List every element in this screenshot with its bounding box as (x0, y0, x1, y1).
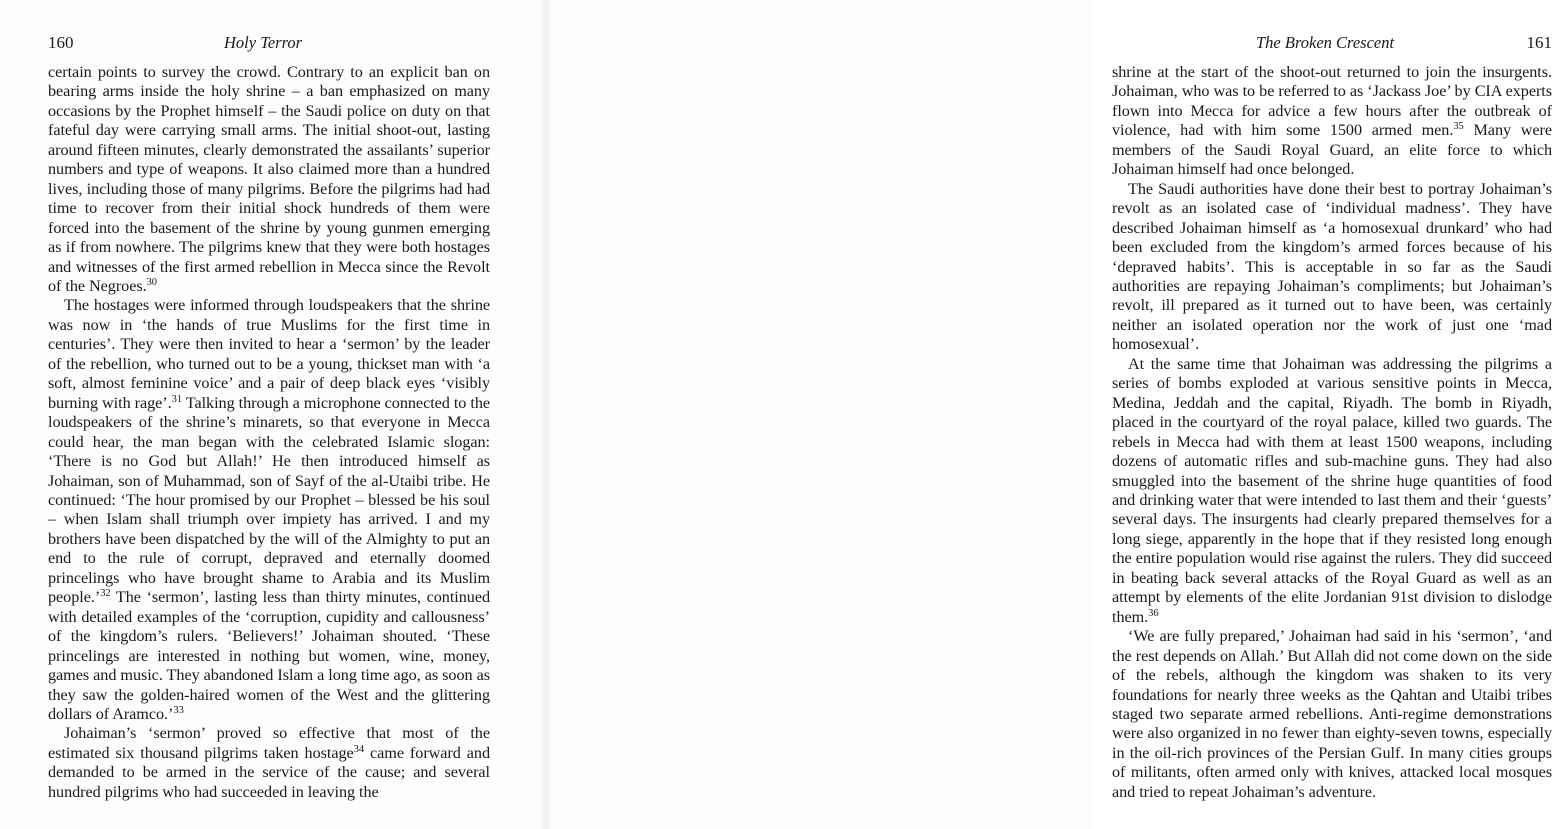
paragraph-text: The hostages were informed through loudspeakers that the shrine was now in ‘the hands of true Muslims for the first time in centuries’. They were then invited to hear a ‘sermon’ by the leader of the rebellion, who turned out to be a young, thickset man with ‘a soft, almost feminine voice’ and a pair of deep black eyes ‘visibly burning with rage’. (48, 296, 490, 412)
paragraph-text: The ‘sermon’, lasting less than thirty minutes, continued with detailed examples of the ‘corruption, cupidity and callousness’ of the kingdom’s rulers. ‘Believers!’ Johaiman shouted. ‘These princelings are interested in nothing but women, wine, money, games and music. They abandoned Islam a long time ago, as soon as they saw the golden-haired women of the West and the glittering dollars of Aramco.’ (48, 588, 490, 723)
paragraph-text: came forward and demanded to be armed in the service of the cause; and several hundred pilgrims who had succeeded in leaving the (48, 743, 490, 801)
paragraph-text: Many were members of the Saudi Royal Guard, an elite force to which Johaiman himself had once belonged. (1112, 121, 1552, 179)
paragraph-text: ‘We are fully prepared,’ Johaiman had said in his ‘sermon’, ‘and the rest depends on Allah.’ But Allah did not come down on the side of the rebels, although the kingdom was shaken to its very foundations for nearly three weeks as the Qahtan and Utaibi tribes staged two separate armed rebellions. Anti-regime demonstrations were also organized in no fewer than eighty-seven towns, especially in the oil-rich provinces of the Persian Gulf. In many cities groups of militants, often armed only with knives, attacked local mosques and tried to repeat Johaiman’s adventure. (1112, 627, 1552, 801)
paragraph-text: Talking through a microphone connected to the loudspeakers of the shrine’s minarets, so that everyone in Mecca could hear, the man began with the celebrated Islamic slogan: ‘There is no God but Allah!’ He then introduced himself as Johaiman, son of Muhammad, son of Sayf of the al-Utaibi tribe. He continued: ‘The hour promised by our Prophet – blessed be his soul – when Islam shall triumph over impiety has arrived. I and my brothers have been dispatched by the will of the Almighty to put an end to the rule of corrupt, depraved and eternally doomed princelings who have brought shame to Arabia and its Muslim people.’ (48, 393, 490, 607)
paragraph-text: Johaiman’s ‘sermon’ proved so effective that most of the estimated six thousand pilgrims taken hostage (48, 724, 490, 762)
paragraph-text: The Saudi authorities have done their best to portray Johaiman’s revolt as an isolated case of ‘individual madness’. They have described Johaiman himself as ‘a homosexual drunkard’ who had been excluded from the kingdom’s armed forces because of his ‘depraved habits’. This is acceptable in so far as the Saudi authorities are repaying Johaiman’s compliments; but Johaiman’s revolt, ill prepared as it turned out to have been, was certainly neither an isolated operation nor the work of just one ‘mad homosexual’. (1112, 179, 1552, 354)
footnote-marker: 35 (1453, 121, 1464, 133)
body-text-right (1112, 63, 1552, 802)
paragraph-text: certain points to survey the crowd. Contrary to an explicit ban on bearing arms inside the holy shrine – a ban emphasized on many occasions by the Prophet himself – the Saudi police on duty on that fateful day were carrying small arms. The initial shoot-out, lasting around fifteen minutes, clearly demonstrated the assailants’ superior numbers and type of weapons. It also claimed more than a hundred lives, including those of many pilgrims. Before the pilgrims had had time to recover from their initial shock hundreds of them were forced into the basement of the shrine by young gunmen emerging as if from nowhere. The pilgrims knew that they were both hostages and witnesses of the first armed rebellion in Mecca since the Revolt of the Negroes. (48, 63, 490, 295)
page-number-right: 161 (1526, 33, 1552, 52)
left-page (0, 0, 546, 829)
running-title-left: Holy Terror (224, 33, 303, 52)
paragraph (48, 296, 490, 724)
footnote-marker: 31 (171, 393, 183, 405)
page-number-left: 160 (48, 33, 74, 52)
paragraph (1112, 63, 1552, 180)
footnote-marker: 32 (100, 588, 111, 600)
footnote-marker: 36 (1148, 607, 1159, 619)
footnote-marker: 30 (146, 276, 157, 288)
running-head-right (1112, 33, 1552, 55)
running-title-right: The Broken Crescent (1256, 33, 1395, 52)
paragraph (1112, 180, 1552, 355)
running-head-left (48, 33, 490, 55)
right-page (546, 0, 1552, 829)
paragraph (48, 63, 490, 296)
paragraph (48, 724, 490, 802)
paragraph-text: At the same time that Johaiman was addressing the pilgrims a series of bombs exploded at various sensitive points in Mecca, Medina, Jeddah and the capital, Riyadh. The bomb in Riyadh, placed in the courtyard of the royal palace, killed two guards. The rebels in Mecca had with them at least 1500 weapons, including dozens of automatic rifles and sub-machine guns. They had also smuggled into the basement of the shrine huge quantities of food and drinking water that were intended to last them and their ‘guests’ several days. The insurgents had clearly prepared themselves for a long siege, apparently in the hope that if they resisted long enough the entire population would rise against the rulers. They did succeed in beating back several attacks of the Royal Guard as well as an attempt by elements of the elite Jordanian 91st division to dislodge them. (1112, 354, 1552, 626)
footnote-marker: 34 (353, 743, 365, 755)
body-text-left (48, 63, 490, 802)
footnote-marker: 33 (173, 704, 184, 716)
paragraph (1112, 627, 1552, 802)
paragraph-text: shrine at the start of the shoot-out returned to join the insurgents. Johaiman, who was to be referred to as ‘Jackass Joe’ by CIA experts flown into Mecca for advice a few hours after the outbreak of violence, had with him some 1500 armed men. (1112, 63, 1552, 140)
paragraph (1112, 355, 1552, 627)
